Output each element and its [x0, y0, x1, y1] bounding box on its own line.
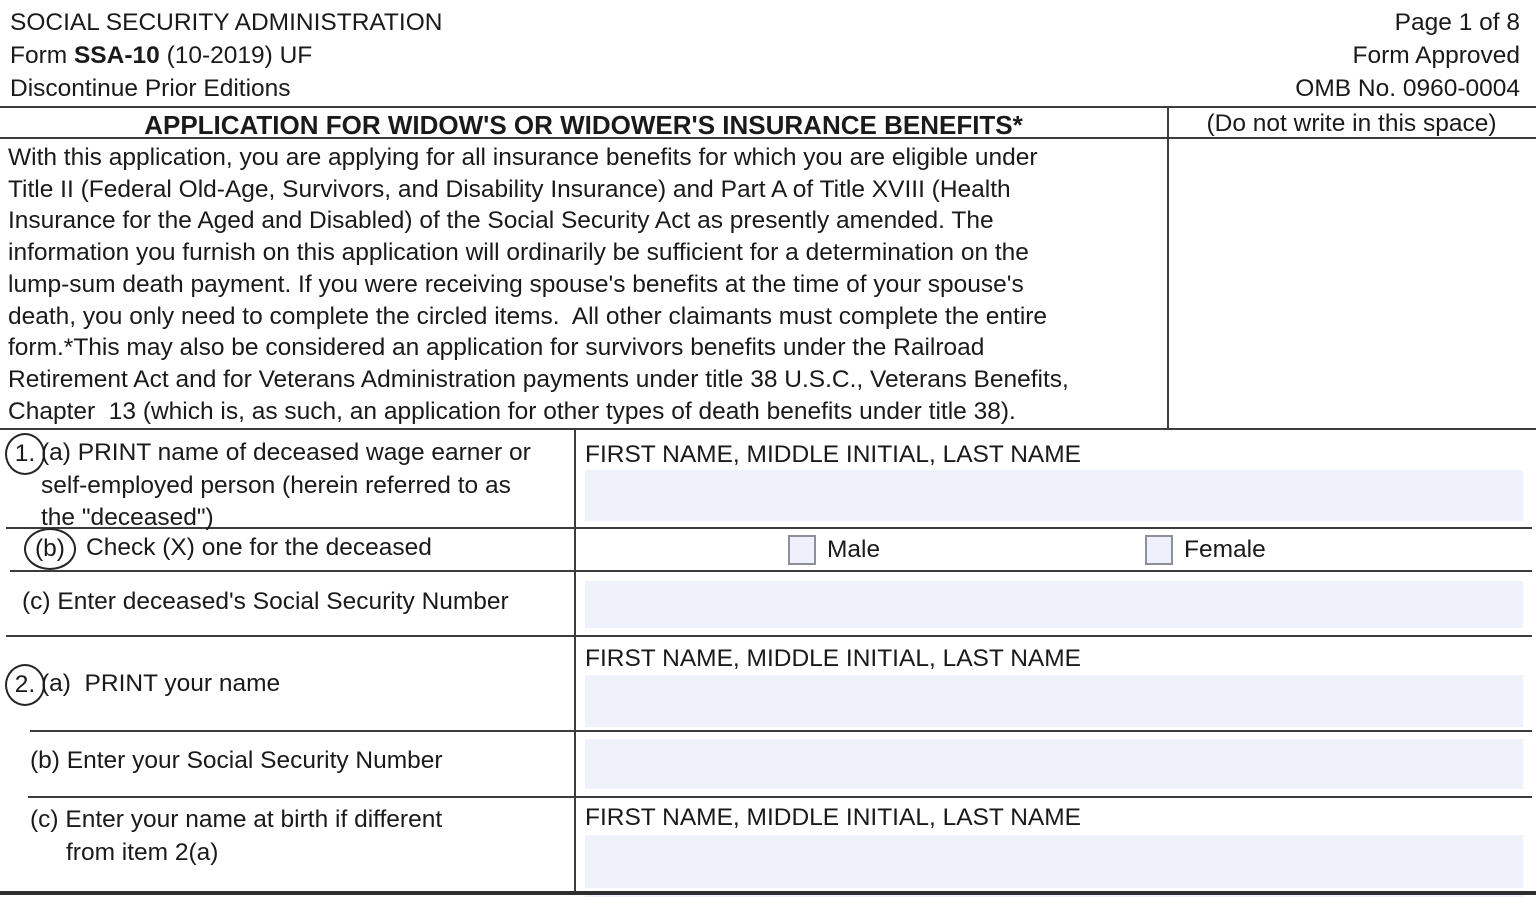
form-number-line: [10, 39, 442, 72]
item-2c-field-caption: FIRST NAME, MIDDLE INITIAL, LAST NAME: [585, 804, 1081, 831]
item-2a-label: (a) PRINT your name: [41, 670, 281, 697]
item-1b-label: Check (X) one for the deceased: [86, 534, 432, 561]
item-1b-letter: (b): [35, 535, 65, 562]
applicant-ssn-input[interactable]: [585, 739, 1523, 789]
form-suffix: (10-2019) UF: [159, 42, 313, 69]
birth-name-input[interactable]: [585, 835, 1523, 888]
form-title: APPLICATION FOR WIDOW'S OR WIDOWER'S INSURANCE BENEFITS*: [144, 110, 1023, 140]
male-checkbox[interactable]: [788, 535, 816, 565]
divider-row: [30, 730, 574, 732]
item-1-circled-number: [5, 433, 45, 475]
divider-intro: [0, 428, 1536, 430]
form-prefix: Form: [10, 42, 74, 69]
divider-row: [28, 796, 574, 798]
applicant-name-input[interactable]: [585, 675, 1523, 727]
item-2c-label: (c) Enter your name at birth if different from item 2(a): [30, 806, 443, 866]
female-checkbox-label: Female: [1184, 536, 1266, 563]
form-approved: Form Approved: [1352, 42, 1520, 69]
female-checkbox[interactable]: [1145, 535, 1173, 565]
divider-header: [0, 106, 1536, 108]
item-1-number: 1.: [14, 440, 36, 467]
form-header-right: [1295, 6, 1520, 105]
item-1b-circled-letter: [24, 528, 76, 570]
divider-row: [10, 570, 574, 572]
divider-row: [574, 527, 1532, 529]
divider-do-not-write-box: [1167, 106, 1169, 430]
divider-row: [574, 796, 1532, 798]
male-checkbox-label: Male: [827, 536, 881, 563]
item-2-circled-number: [5, 664, 45, 706]
divider-columns: [574, 428, 576, 891]
divider-row: [574, 730, 1532, 732]
divider-row: [574, 570, 1532, 572]
page-number: Page 1 of 8: [1394, 9, 1520, 36]
item-2a-field-caption: FIRST NAME, MIDDLE INITIAL, LAST NAME: [585, 645, 1081, 672]
divider-row: [574, 635, 1532, 637]
form-number: SSA-10: [73, 42, 160, 69]
item-1a-field-caption: FIRST NAME, MIDDLE INITIAL, LAST NAME: [585, 441, 1081, 468]
deceased-name-input[interactable]: [585, 470, 1523, 521]
omb-number: OMB No. 0960-0004: [1295, 75, 1520, 102]
deceased-ssn-input[interactable]: [585, 581, 1523, 628]
item-2-number: 2.: [14, 671, 36, 698]
discontinue-note: Discontinue Prior Editions: [10, 75, 291, 102]
divider-row: [6, 635, 574, 637]
agency-name: SOCIAL SECURITY ADMINISTRATION: [10, 9, 443, 36]
item-1c-label: (c) Enter deceased's Social Security Number: [22, 588, 509, 615]
do-not-write-label: (Do not write in this space): [1206, 110, 1497, 137]
item-2b-label: (b) Enter your Social Security Number: [30, 747, 443, 774]
intro-paragraph: With this application, you are applying for all insurance benefits for which you are eligible under Title II (Federal Old-Age, Survivors, and Disability Insurance) and Part A of Title XVIII (Health Insurance for the Aged and Disabled) of the Social Security Act as presently amended. The information you furnish on this application will ordinarily be sufficient for a determination on the lump-sum death payment. If you were receiving spouse's benefits at the time of your spouse's death, you only need to complete the circled items. All other claimants must complete the entire form.*This may also be considered an application for survivors benefits under the Railroad Retirement Act and for Veterans Administration payments under title 38 U.S.C., Veterans Benefits, Chapter 13 (which is, as such, an application for other types of death benefits under title 38).: [8, 144, 1069, 425]
item-1a-label: (a) PRINT name of deceased wage earner or self-employed person (herein referred to as the "deceased"): [41, 439, 531, 531]
form-header-left: [10, 6, 442, 105]
